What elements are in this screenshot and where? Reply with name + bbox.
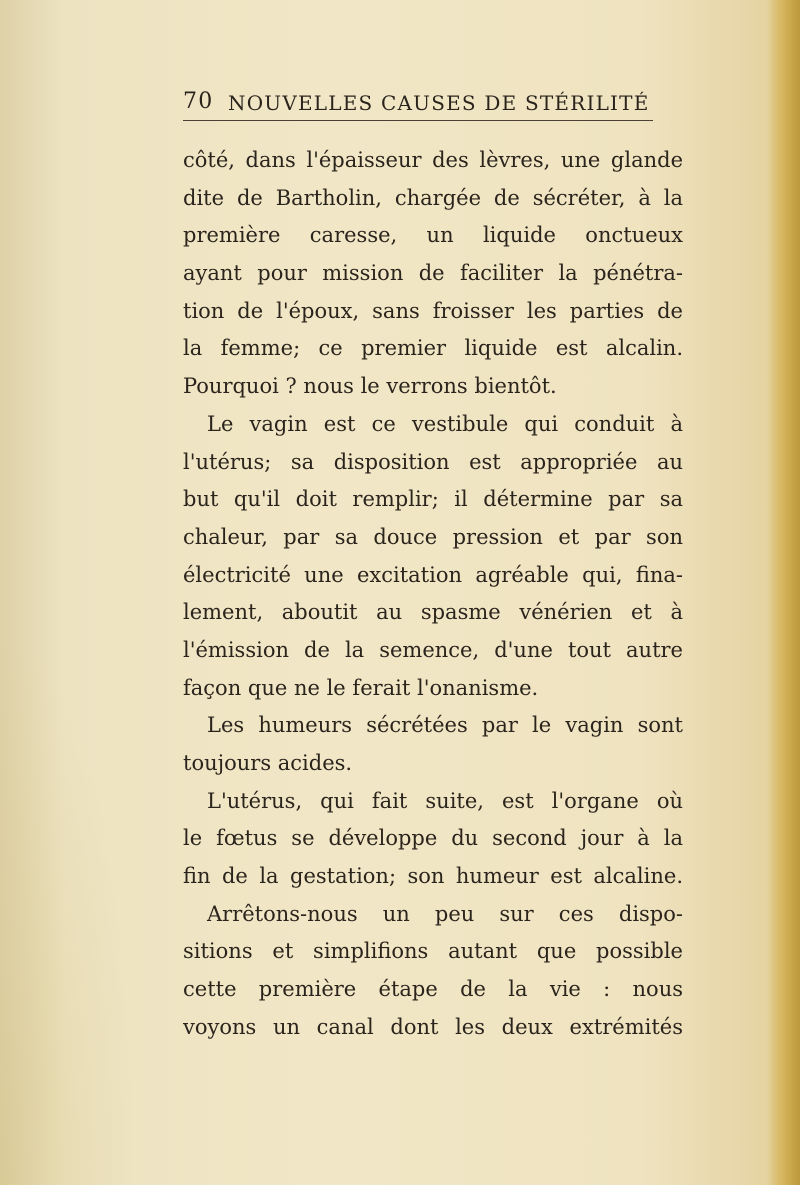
text-line: l'émission de la semence, d'une tout autre [183,637,683,662]
text-line: voyons un canal dont les deux extrémités [183,1014,683,1039]
text-line: l'utérus; sa disposition est appropriée au [183,449,683,474]
text-line: dite de Bartholin, chargée de sécréter, à la [183,185,683,210]
text-line: côté, dans l'épaisseur des lèvres, une glande [183,148,683,172]
page-edge-shadow [766,0,800,1185]
text-line: chaleur, par sa douce pression et par son [183,524,683,549]
text-line: Pourquoi ? nous le verrons bientôt. [183,374,557,399]
text-line: lement, aboutit au spasme vénérien et à [183,600,683,625]
page-header [183,86,653,121]
text-line: but qu'il doit remplir; il détermine par sa [183,487,683,512]
text-line: Arrêtons-nous un peu sur ces dispo- [207,901,683,926]
text-line: première caresse, un liquide onctueux [183,223,683,248]
text-line: L'utérus, qui fait suite, est l'organe où [207,788,683,813]
body-text [183,142,683,1047]
text-line: la femme; ce premier liquide est alcalin. [183,336,683,361]
running-title: NOUVELLES CAUSES DE STÉRILITÉ [228,91,650,115]
text-line: le fœtus se développe du second jour à la [183,826,683,851]
text-line: tion de l'époux, sans froisser les parties de [183,298,683,323]
text-line: ayant pour mission de faciliter la pénétra- [183,261,683,286]
page-number: 70 [183,89,214,114]
page-stain [0,625,140,1185]
text-line: toujours acides. [183,751,353,775]
text-line: cette première étape de la vie : nous [183,977,683,1002]
text-line: façon que ne le ferait l'onanisme. [183,675,539,700]
text-line: Le vagin est ce vestibule qui conduit à [207,411,683,436]
text-line: fin de la gestation; son humeur est alcaline. [183,864,683,889]
text-line: électricité une excitation agréable qui, fina- [183,562,683,587]
text-line: Les humeurs sécrétées par le vagin sont [207,713,683,738]
text-line: sitions et simplifions autant que possible [183,939,683,964]
